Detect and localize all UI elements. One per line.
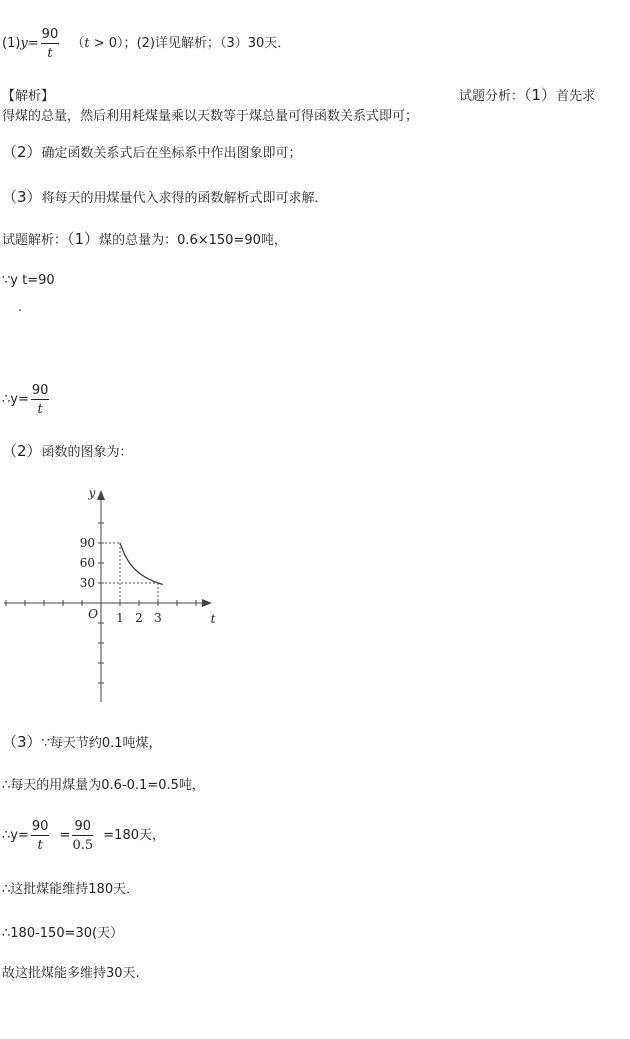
- solution-step2-text: 函数的图象为：: [41, 445, 133, 460]
- solution-step1: [2, 228, 287, 249]
- solution-step3-number: （3）: [2, 733, 42, 751]
- answer-part1-label: (1): [2, 36, 21, 51]
- analysis-point2-text: 确定函数关系式后在坐标系中作出图象即可；: [41, 146, 302, 161]
- calc-fraction-2: [72, 819, 93, 853]
- calculation-line: [2, 814, 165, 858]
- solution-step1-number: （1）: [67, 230, 100, 248]
- calc-fraction-2-numerator: 90: [72, 819, 93, 836]
- solution-step2-number: （2）: [2, 442, 42, 460]
- solution-step1-text: 煤的总量为：0.6×150=90吨，: [99, 233, 287, 248]
- x-tick-label: 3: [154, 611, 162, 625]
- because-line: ∵y t=90: [2, 273, 55, 288]
- therefore-fraction-numerator: 90: [31, 382, 49, 398]
- answer-y-eq: y=: [20, 36, 39, 51]
- calc-fraction-2-denominator: 0.5: [72, 837, 94, 853]
- x-axis-label: t: [210, 612, 216, 626]
- therefore-formula: [2, 378, 51, 422]
- answer-sep-2: ；: [206, 36, 220, 51]
- daily-use-line: ∴每天的用煤量为0.6-0.1=0.5吨，: [2, 778, 205, 793]
- solution-step2: [2, 440, 133, 461]
- x-axis-arrow: [202, 599, 212, 607]
- y-tick-label: 30: [79, 576, 95, 590]
- analysis-heading: 【解析】: [2, 89, 55, 104]
- calc-y-eq: ∴y=: [2, 828, 29, 843]
- answer-fraction: [41, 27, 60, 61]
- x-tick-label: 2: [135, 611, 143, 625]
- answer-sep-1: ；: [123, 36, 137, 51]
- analysis-point2: [2, 141, 302, 162]
- analysis-point1-text-a: 首先求: [556, 89, 596, 104]
- stray-dot: .: [18, 300, 23, 315]
- function-graph: [0, 480, 230, 710]
- y-axis-arrow: [97, 490, 105, 500]
- calc-equals: =: [59, 828, 71, 843]
- answer-part2: (2)详见解析: [136, 36, 207, 51]
- solution-heading: 试题解析：: [2, 233, 68, 248]
- answer-line: [2, 22, 290, 66]
- therefore-fraction: [31, 383, 50, 417]
- function-curve: [120, 543, 163, 585]
- analysis-point3-text: 将每天的用煤量代入求得的函数解析式即可求解．: [41, 191, 328, 206]
- analysis-point2-number: （2）: [2, 143, 42, 161]
- answer-condition-t: t: [84, 36, 90, 51]
- lasts-line: ∴这批煤能维持180天．: [2, 882, 140, 897]
- y-axis-label: y: [88, 486, 96, 500]
- solution-step3-text: ∵每天节约0.1吨煤，: [41, 736, 162, 751]
- solution-step3: [2, 731, 162, 752]
- x-tick-label: 1: [116, 611, 124, 625]
- calc-fraction-1: [31, 819, 50, 853]
- analysis-point3: [2, 186, 328, 207]
- therefore-y-eq: ∴y=: [2, 392, 29, 407]
- conclusion-line: 故这批煤能多维持30天.: [2, 966, 140, 981]
- therefore-fraction-denominator: t: [37, 401, 43, 417]
- analysis-intro: [459, 84, 595, 105]
- answer-fraction-numerator: 90: [41, 26, 59, 42]
- answer-fraction-denominator: t: [47, 45, 53, 61]
- answer-part3: （3）30天．: [220, 36, 291, 51]
- analysis-intro-label: 试题分析：: [459, 89, 525, 104]
- analysis-point1-number: （1）: [524, 86, 557, 104]
- analysis-point3-number: （3）: [2, 188, 42, 206]
- difference-line: ∴180-150=30(天）: [2, 926, 124, 941]
- origin-label: O: [88, 607, 98, 621]
- calc-fraction-1-numerator: 90: [31, 818, 49, 834]
- analysis-point1-text-b: 得煤的总量，然后利用耗煤量乘以天数等于煤总量可得函数关系式即可；: [2, 109, 419, 124]
- y-tick-label: 60: [79, 556, 95, 570]
- y-tick-label: 90: [79, 536, 95, 550]
- answer-condition-open: （: [71, 36, 85, 51]
- answer-condition-rest: > 0）: [89, 36, 124, 51]
- calc-fraction-1-denominator: t: [37, 837, 43, 853]
- calc-result: =180天，: [103, 828, 165, 843]
